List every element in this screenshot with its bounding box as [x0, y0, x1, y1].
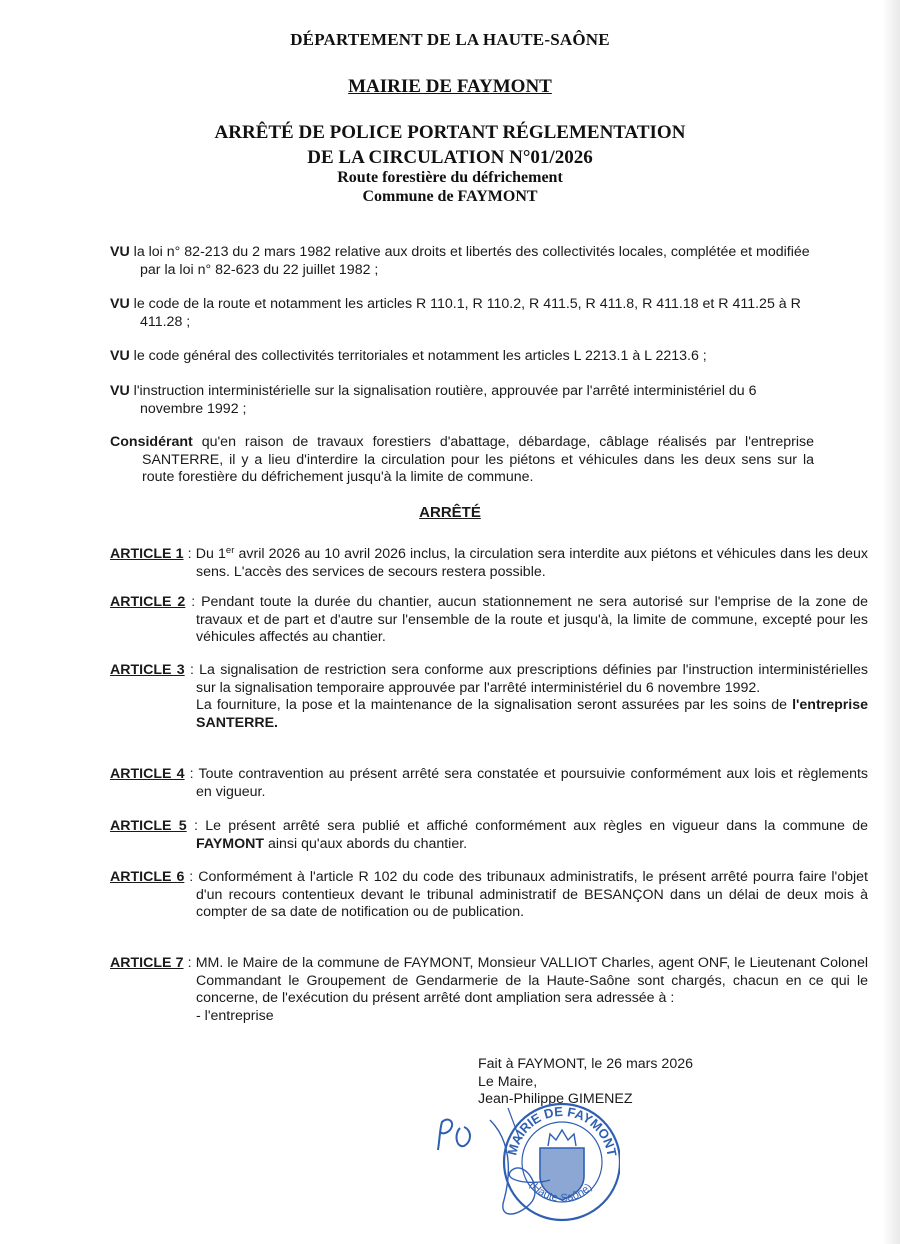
- article-label: ARTICLE 2: [110, 594, 186, 610]
- article-text: : MM. le Maire de la commune de FAYMONT, Monsieur VALLIOT Charles, agent ONF, le Lieutenant Colonel Commandant le Groupement de Gendarmerie de la Haute-Saône sont chargés, chacun en ce qui le concerne, de l'exécution du présent arrêté dont ampliation sera adressée à :: [183, 955, 868, 1006]
- article-text-2-bold: l'entreprise SANTERRE.: [196, 697, 868, 731]
- article-text-bold: FAYMONT: [196, 835, 265, 852]
- article-text: : Conformément à l'article R 102 du code des tribunaux administratifs, le présent arrêté pourra faire l'objet d'un recours contentieux devant le tribunal administratif de BESANÇON dans un délai de deux mois à compter de sa date de notification ou de publication.: [184, 869, 869, 920]
- decree-title-line2: DE LA CIRCULATION N°01/2026: [307, 147, 593, 168]
- article-7: [110, 955, 868, 1025]
- article-text-sup: er: [225, 545, 235, 556]
- mairie-heading: MAIRIE DE FAYMONT: [348, 76, 552, 97]
- vu-text: la loi n° 82-213 du 2 mars 1982 relative aux droits et libertés des collectivités locales, complétée et modifiée par la loi n° 82-623 du 22 juillet 1982 ;: [129, 244, 810, 278]
- article-list-item: - l'entreprise: [196, 1007, 274, 1024]
- page-edge-shadow: [882, 0, 900, 1244]
- vu-clause-3: [110, 348, 812, 366]
- article-5: [110, 818, 868, 853]
- article-label: ARTICLE 3: [110, 662, 185, 678]
- article-text-pre: : Du 1: [183, 546, 226, 562]
- vu-label: VU: [110, 244, 130, 260]
- article-text: : Pendant toute la durée du chantier, aucun stationnement ne sera autorisé sur l'emprise de la zone de travaux et de part et d'autre sur l'ensemble de la route et jusqu'à, la limite de commune, excepté pour les véhicules affectés au chantier.: [185, 594, 869, 645]
- article-text-post: avril 2026 au 10 avril 2026 inclus, la circulation sera interdite aux piétons et véhicules dans les deux sens. L'accès des services de secours restera possible.: [196, 546, 869, 580]
- signature-place-date: Fait à FAYMONT, le 26 mars 2026: [478, 1056, 693, 1072]
- vu-text: l'instruction interministérielle sur la signalisation routière, approuvée par l'arrêté interministériel du 6 novembre 1992 ;: [129, 383, 757, 417]
- decree-title-line1: ARRÊTÉ DE POLICE PORTANT RÉGLEMENTATION: [214, 122, 686, 143]
- article-6: [110, 869, 868, 922]
- article-1: [110, 542, 868, 581]
- article-text: : Toute contravention au présent arrêté sera constatée et poursuivie conformément aux lois et règlements en vigueur.: [184, 766, 869, 800]
- vu-text: le code général des collectivités territoriales et notamment les articles L 2213.1 à L 2213.6 ;: [129, 348, 707, 364]
- article-3: [110, 662, 868, 732]
- vu-clause-2: [110, 296, 812, 331]
- article-label: ARTICLE 6: [110, 869, 185, 885]
- vu-label: VU: [110, 296, 130, 312]
- vu-text: le code de la route et notamment les articles R 110.1, R 110.2, R 411.5, R 411.8, R 411.18 et R 411.25 à R 411.28 ;: [129, 296, 801, 330]
- article-2: [110, 594, 868, 647]
- stamp-bottom-text: (Haute-Saône): [527, 1179, 595, 1205]
- considerant-text: qu'en raison de travaux forestiers d'abattage, débardage, câblage réalisés par l'entreprise SANTERRE, il y a lieu d'interdire la circulation pour les piétons et véhicules dans les deux sens sur la route forestière du défrichement jusqu'à la limite de commune.: [142, 434, 814, 485]
- decree-subtitle-line1: Route forestière du défrichement: [337, 169, 563, 186]
- vu-clause-1: [110, 244, 812, 279]
- decree-subtitle: [0, 168, 900, 206]
- article-label: ARTICLE 7: [110, 955, 184, 971]
- considerant-label: Considérant: [110, 434, 193, 450]
- article-label: ARTICLE 4: [110, 766, 185, 782]
- vu-label: VU: [110, 383, 130, 399]
- vu-label: VU: [110, 348, 130, 364]
- department-heading: DÉPARTEMENT DE LA HAUTE-SAÔNE: [290, 30, 610, 49]
- article-text-post: ainsi qu'aux abords du chantier.: [264, 835, 468, 852]
- vu-clause-4: [110, 383, 812, 418]
- article-text: : La signalisation de restriction sera conforme aux prescriptions définies par l'instruction interministérielles sur la signalisation temporaire approuvée par l'arrêté interministériel du 6 novembre 1992.: [184, 662, 868, 696]
- signature-role: Le Maire,: [478, 1073, 538, 1090]
- decree-subtitle-line2: Commune de FAYMONT: [362, 188, 538, 205]
- signature-name: Jean-Philippe GIMENEZ: [478, 1091, 633, 1107]
- mairie-stamp: [420, 1100, 620, 1230]
- stamp-top-text: MAIRIE DE FAYMONT: [504, 1103, 620, 1158]
- article-label: ARTICLE 5: [110, 818, 187, 834]
- article-4: [110, 766, 868, 801]
- considerant-clause: [110, 434, 814, 487]
- article-text-pre: : Le présent arrêté sera publié et affiché conformément aux règles en vigueur dans la commune de: [186, 818, 868, 834]
- article-label: ARTICLE 1: [110, 546, 184, 562]
- arrete-heading: ARRÊTÉ: [419, 504, 481, 521]
- article-text-2: La fourniture, la pose et la maintenance de la signalisation seront assurées par les soins de: [196, 697, 793, 713]
- decree-title: [0, 120, 900, 170]
